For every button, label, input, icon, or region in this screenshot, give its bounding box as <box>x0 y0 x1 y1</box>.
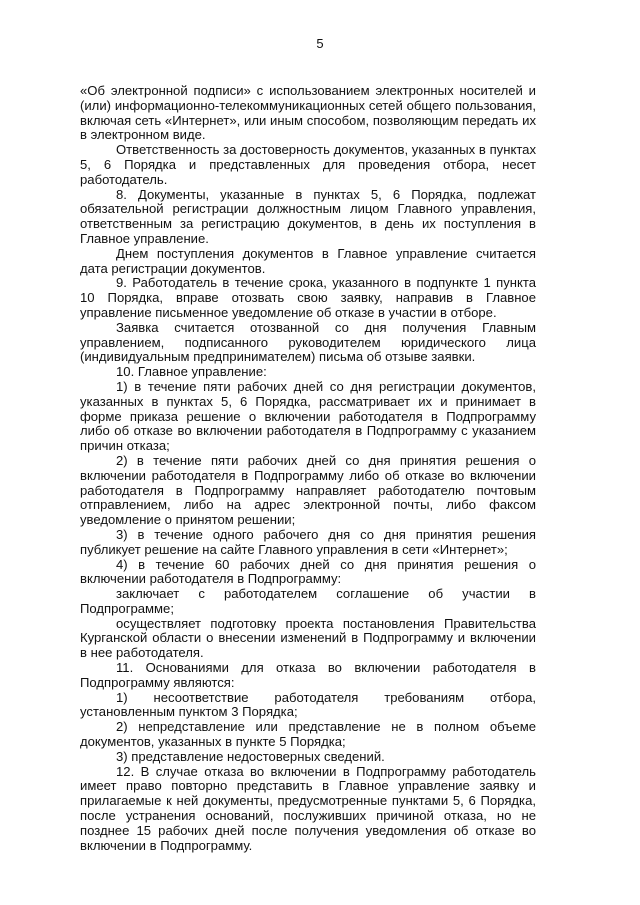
paragraph: Заявка считается отозванной со дня получения Главным управлением, подписанного руководителем юридического лица (индивидуальным предпринимателем) письма об отзыве заявки. <box>80 319 536 365</box>
paragraph: 8. Документы, указанные в пунктах 5, 6 Порядка, подлежат обязательной регистрации должностным лицом Главного управления, ответственным за регистрацию документов, в день их поступления в Главное управление. <box>80 186 536 246</box>
paragraph: 3) в течение одного рабочего дня со дня принятия решения публикует решение на сайте Главного управления в сети «Интернет»; <box>80 526 536 557</box>
paragraph: 2) непредставление или представление не в полном объеме документов, указанных в пункте 5 Порядка; <box>80 719 536 750</box>
paragraph: 1) в течение пяти рабочих дней со дня регистрации документов, указанных в пунктах 5, 6 Порядка, рассматривает их и принимает в форме приказа решение о включении работодателя в Подпрограмму либо об отказе во включении работодателя в Подпрограмму с указанием причин отказа; <box>80 378 536 454</box>
paragraph: 1) несоответствие работодателя требованиям отбора, установленным пунктом 3 Порядка; <box>80 689 536 720</box>
paragraph: «Об электронной подписи» с использованием электронных носителей и (или) информационно-телекоммуникационных сетей общего пользования, включая сеть «Интернет», или иным способом, позволяющим передать их в электронном виде. <box>80 83 536 143</box>
paragraph: заключает с работодателем соглашение об участии в Подпрограмме; <box>80 586 536 616</box>
paragraph: 11. Основаниями для отказа во включении работодателя в Подпрограмму являются: <box>80 660 536 690</box>
paragraph: Ответственность за достоверность документов, указанных в пунктах 5, 6 Порядка и представленных для проведения отбора, несет работодатель. <box>80 142 536 187</box>
page-number: 5 <box>316 36 324 51</box>
paragraph: 12. В случае отказа во включении в Подпрограмму работодатель имеет право повторно представить в Главное управление заявку и прилагаемые к ней документы, предусмотренные пунктами 5, 6 Порядка, после устранения оснований, послуживших причиной отказа, но не позднее 15 рабочих дней после получения уведомления об отказе во включении в Подпрограмму. <box>80 763 536 853</box>
paragraph: 10. Главное управление: <box>116 364 267 380</box>
paragraph: 2) в течение пяти рабочих дней со дня принятия решения о включении работодателя в Подпрограмму либо об отказе во включении работодателя в Подпрограмму направляет работодателю почтовым отправлением, либо на адрес электронной почты, либо факсом уведомление о принятом решении; <box>80 452 536 528</box>
paragraph: 9. Работодатель в течение срока, указанного в подпункте 1 пункта 10 Порядка, вправе отозвать свою заявку, направив в Главное управление письменное уведомление об отказе в участии в отборе. <box>80 275 536 320</box>
paragraph: осуществляет подготовку проекта постановления Правительства Курганской области о внесении изменений в Подпрограмму и включении в нее работодателя. <box>80 615 536 661</box>
document-body <box>80 84 536 853</box>
paragraph: 3) представление недостоверных сведений. <box>116 748 385 764</box>
paragraph: Днем поступления документов в Главное управление считается дата регистрации документов. <box>80 245 536 276</box>
paragraph: 4) в течение 60 рабочих дней со дня принятия решения о включении работодателя в Подпрограмму: <box>80 556 536 587</box>
